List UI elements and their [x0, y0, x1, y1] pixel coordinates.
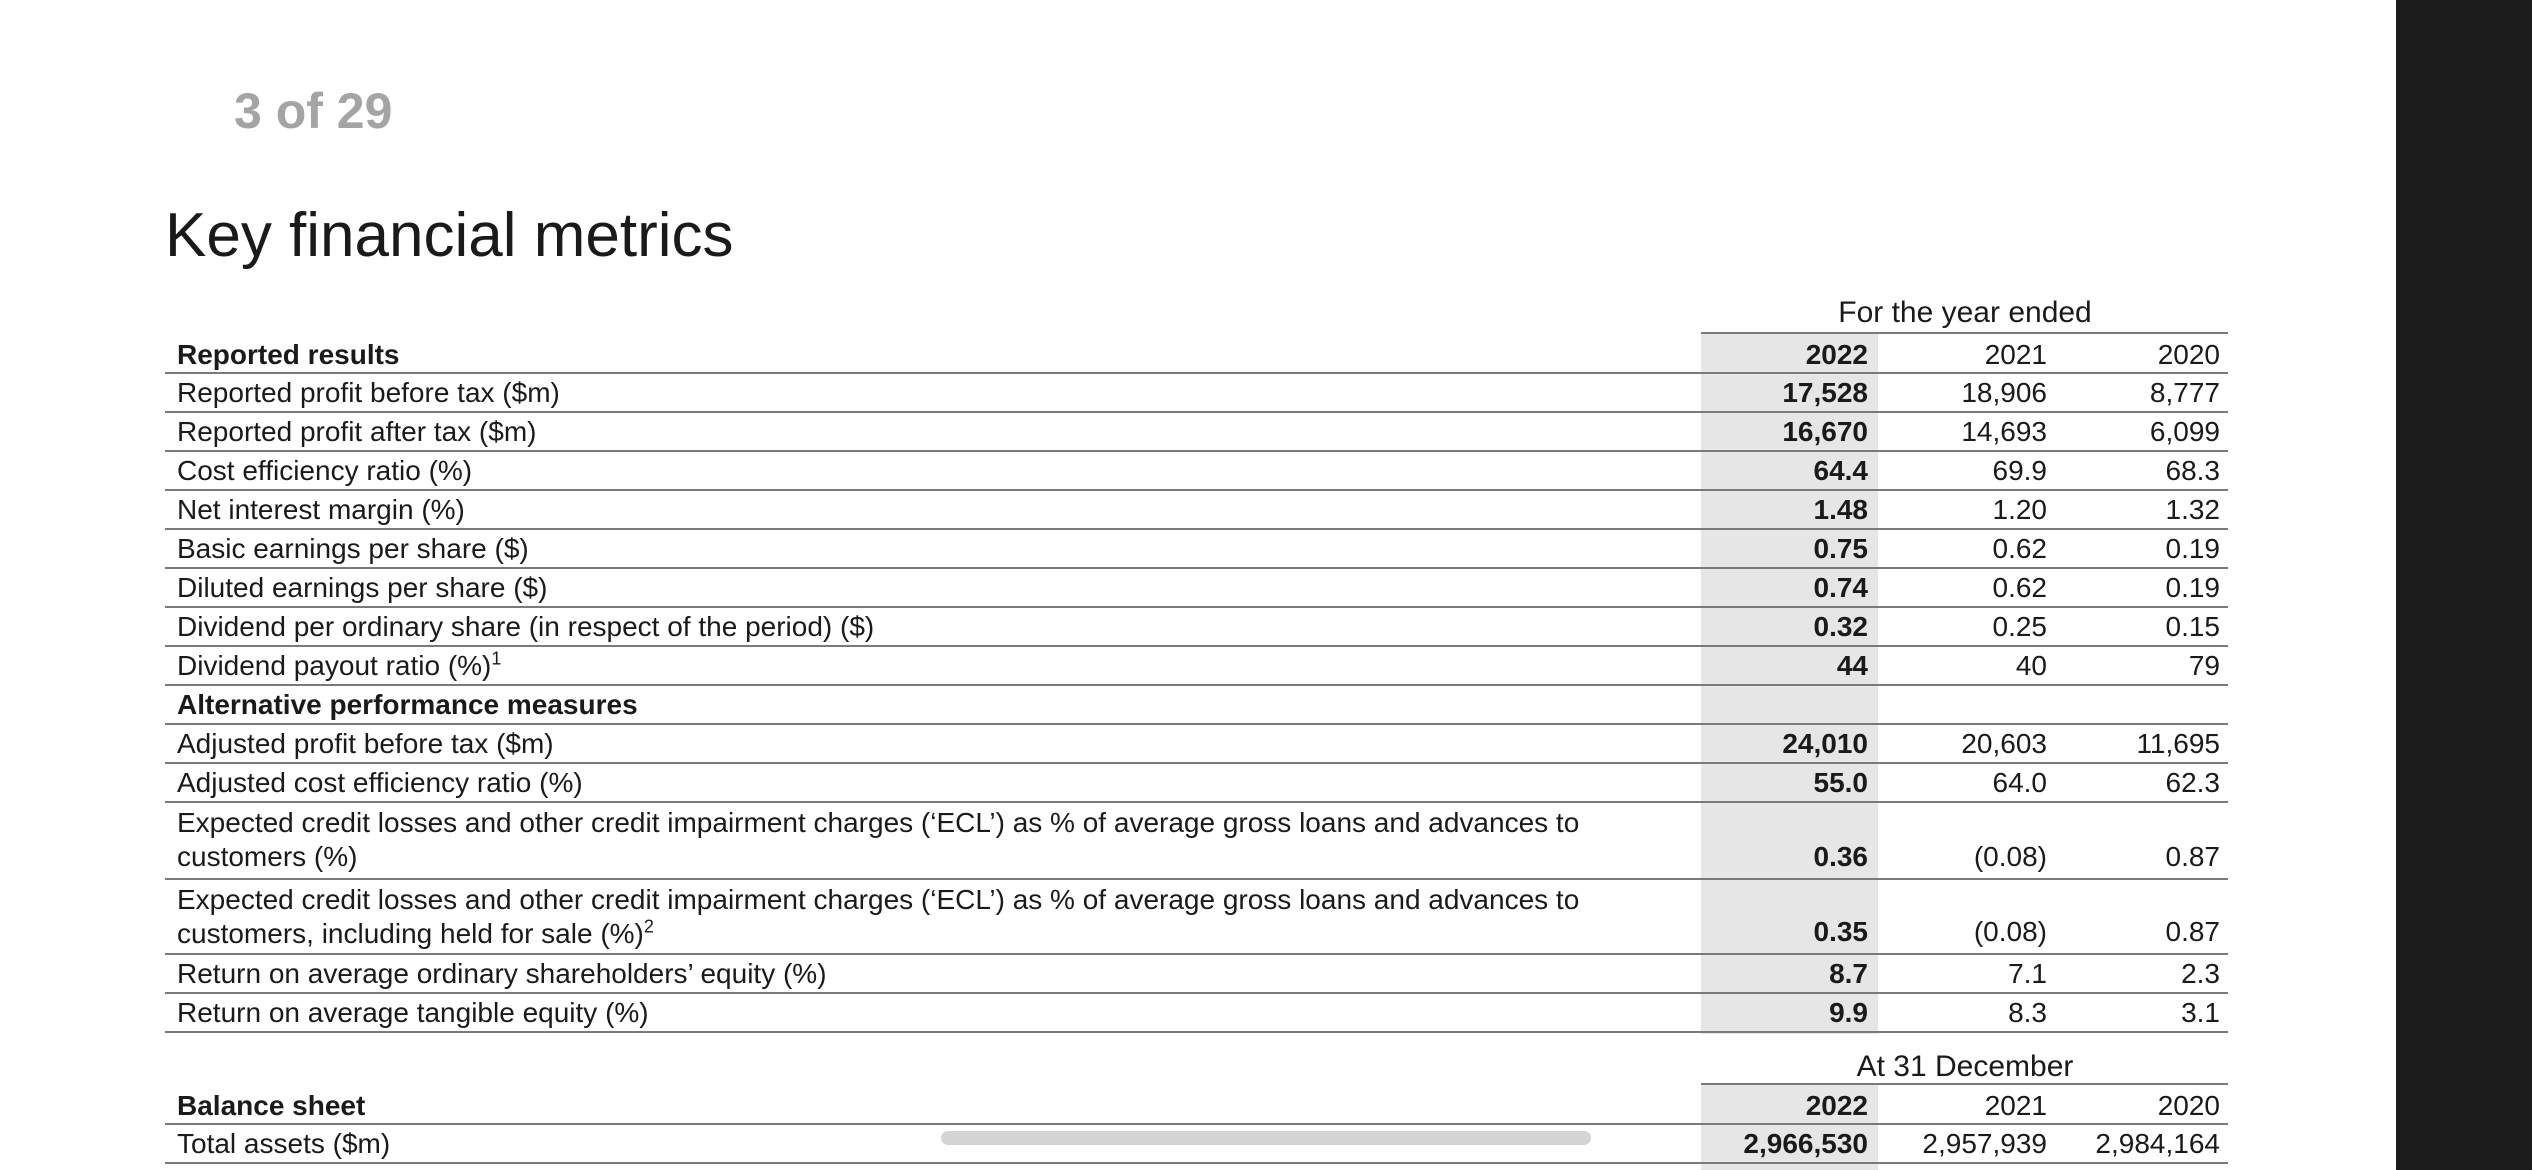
value-2020: 0.15: [2165, 611, 2220, 642]
value-2020: 0.19: [2165, 572, 2220, 603]
row-label: Adjusted profit before tax ($m): [177, 728, 554, 759]
table-row: [165, 375, 2228, 413]
value-2021: 0.62: [1992, 533, 2047, 564]
section-header-balance: Balance sheet: [177, 1090, 366, 1121]
value-2022: 0.36: [1813, 841, 1868, 872]
table-row: [165, 570, 2228, 608]
row-label-line2: customers (%): [177, 841, 358, 872]
value-2020: 2.3: [2181, 958, 2220, 989]
table-row: [165, 726, 2228, 764]
row-label: Basic earnings per share ($): [177, 533, 529, 564]
value-2021: 1.20: [1992, 494, 2047, 525]
value-2021: (0.08): [1973, 841, 2047, 872]
row-label: Dividend per ordinary share (in respect of the period) ($): [177, 611, 875, 642]
row-label: Cost efficiency ratio (%): [177, 455, 473, 486]
table-row: [165, 956, 2228, 994]
row-label: Return on average tangible equity (%): [177, 997, 649, 1028]
table-row: [165, 453, 2228, 491]
table-row: [165, 609, 2228, 647]
year-header: 2022: [1805, 1090, 1868, 1121]
year-header: 2022: [1805, 339, 1868, 370]
value-2021: (0.08): [1973, 916, 2047, 947]
value-2022: 1.48: [1813, 494, 1868, 525]
row-label: Net interest margin (%): [177, 494, 465, 525]
value-2020: 3.1: [2181, 997, 2220, 1028]
row-label-line2: [177, 917, 654, 951]
table-section-header: [165, 338, 2228, 374]
year-header: 2020: [2157, 1090, 2220, 1121]
row-label: Adjusted cost efficiency ratio (%): [177, 767, 583, 798]
value-2021: 69.9: [1992, 455, 2047, 486]
footnote-marker: 1: [491, 648, 502, 669]
value-2022: 24,010: [1782, 728, 1868, 759]
value-2022: 2,966,530: [1743, 1128, 1868, 1159]
row-label-line1: Expected credit losses and other credit impairment charges (‘ECL’) as % of average gross loans and advances to: [177, 884, 1580, 915]
dark-side-panel: [2396, 0, 2532, 1170]
year-header: 2021: [1984, 339, 2047, 370]
value-2020: 0.87: [2165, 841, 2220, 872]
value-2022: 16,670: [1782, 416, 1868, 447]
value-2021: 0.25: [1992, 611, 2047, 642]
value-2021: 20,603: [1961, 728, 2047, 759]
row-label: Return on average ordinary shareholders’ equity (%): [177, 958, 827, 989]
table-row: [165, 531, 2228, 569]
page-counter: 3 of 29: [234, 83, 393, 139]
table-row: [165, 804, 2228, 880]
value-2022: 17,528: [1782, 377, 1868, 408]
value-2022: 0.35: [1813, 916, 1868, 947]
value-2020: 62.3: [2165, 767, 2220, 798]
caption-underline: [1701, 1083, 2228, 1085]
value-2020: 2,984,164: [2095, 1128, 2220, 1159]
value-2020: 8,777: [2149, 377, 2220, 408]
table-row: [165, 765, 2228, 803]
value-2021: 2,957,939: [1922, 1128, 2047, 1159]
row-label: Reported profit after tax ($m): [177, 416, 537, 447]
year-header: 2021: [1984, 1090, 2047, 1121]
value-2020: 6,099: [2149, 416, 2220, 447]
value-2021: 64.0: [1992, 767, 2047, 798]
value-2020: 1.32: [2165, 494, 2220, 525]
value-2020: 79: [2188, 650, 2220, 681]
value-2022: 8.7: [1829, 958, 1868, 989]
section-header-apm: Alternative performance measures: [177, 689, 638, 720]
table-row: [165, 881, 2228, 955]
footnote-marker: 2: [643, 916, 654, 937]
row-label-line1: Expected credit losses and other credit impairment charges (‘ECL’) as % of average gross loans and advances to: [177, 807, 1580, 838]
balance-caption: At 31 December: [1856, 1050, 2074, 1083]
row-label-text: customers, including held for sale (%): [177, 918, 644, 949]
value-2020: 0.87: [2165, 916, 2220, 947]
row-label: Diluted earnings per share ($): [177, 572, 548, 603]
year-header: 2020: [2157, 339, 2220, 370]
section-header-reported: Reported results: [177, 339, 400, 370]
row-label-text: Dividend payout ratio (%): [177, 650, 492, 681]
value-2022: 9.9: [1829, 997, 1868, 1028]
row-label: Reported profit before tax ($m): [177, 377, 560, 408]
value-2021: 14,693: [1961, 416, 2047, 447]
value-2022: 44: [1836, 650, 1868, 681]
value-2022: 0.75: [1813, 533, 1868, 564]
caption-underline: [1701, 332, 2228, 334]
row-label: Total assets ($m): [177, 1128, 391, 1159]
table-row: [165, 414, 2228, 452]
value-2021: 7.1: [2008, 958, 2047, 989]
value-2021: 0.62: [1992, 572, 2047, 603]
horizontal-scrollbar[interactable]: [941, 1131, 1591, 1145]
value-2020: 0.19: [2165, 533, 2220, 564]
table-section-header: [165, 687, 2228, 725]
page-title: Key financial metrics: [165, 201, 734, 270]
value-2021: 18,906: [1961, 377, 2047, 408]
table-section-header: [165, 1089, 2228, 1125]
value-2020: 68.3: [2165, 455, 2220, 486]
value-2022: 64.4: [1813, 455, 1868, 486]
value-2022: 55.0: [1813, 767, 1868, 798]
table-row: [165, 648, 2228, 686]
value-2021: 8.3: [2008, 997, 2047, 1028]
table-row: [165, 492, 2228, 530]
value-2020: 11,695: [2136, 728, 2220, 759]
value-2021: 40: [2015, 650, 2047, 681]
value-2022: 0.32: [1813, 611, 1868, 642]
row-label: [177, 649, 501, 683]
table-row: [165, 995, 2228, 1033]
value-2022: 0.74: [1813, 572, 1868, 603]
period-caption: For the year ended: [1838, 296, 2092, 329]
